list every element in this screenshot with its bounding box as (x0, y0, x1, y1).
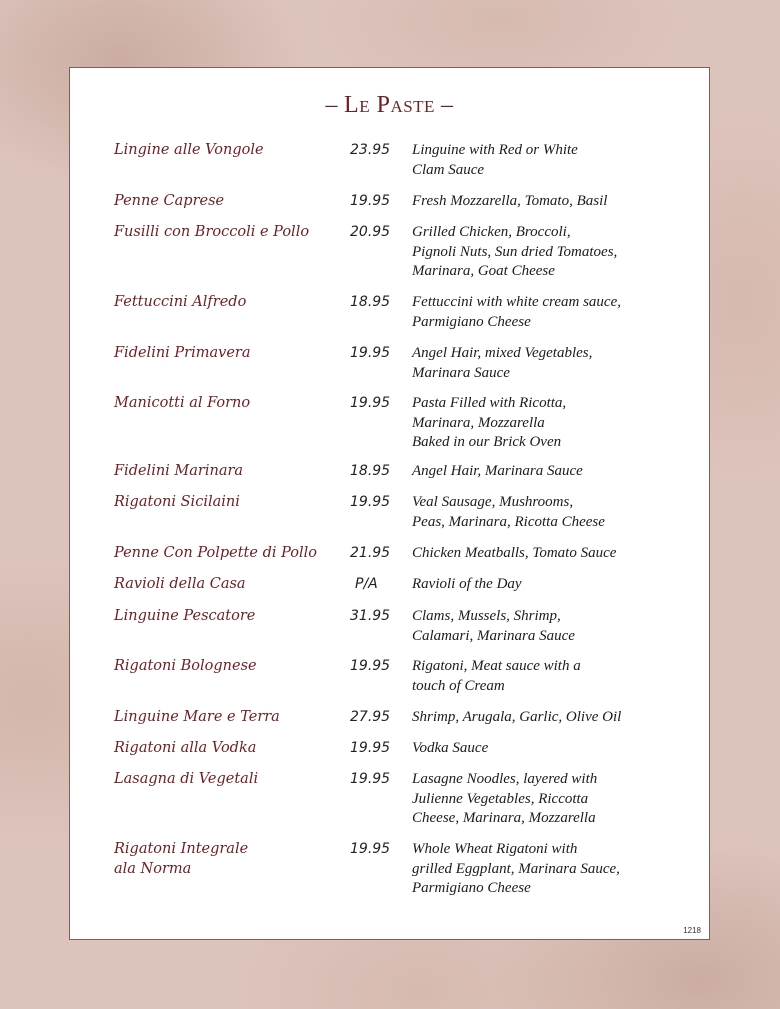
item-price: 27.95 (350, 709, 391, 725)
item-description: Vodka Sauce (412, 740, 489, 756)
title-dash-left: – (325, 92, 339, 118)
item-description: Angel Hair, mixed Vegetables, Marinara Sauce (412, 345, 593, 381)
item-price: P/A (355, 576, 378, 592)
item-price: 18.95 (350, 463, 391, 479)
item-price: 19.95 (350, 494, 391, 510)
item-name: Ravioli della Casa (114, 576, 246, 592)
item-description: Whole Wheat Rigatoni with grilled Eggplant, Marinara Sauce, Parmigiano Cheese (412, 841, 620, 896)
item-name: Rigatoni alla Vodka (114, 740, 257, 756)
item-description: Pasta Filled with Ricotta, Marinara, Mozzarella Baked in our Brick Oven (412, 395, 567, 450)
item-price: 18.95 (350, 294, 391, 310)
item-name: Linguine Pescatore (114, 608, 256, 624)
item-name: Penne Con Polpette di Pollo (114, 545, 317, 561)
item-name: Lingine alle Vongole (114, 142, 264, 158)
item-price: 19.95 (350, 395, 391, 411)
item-name: Manicotti al Forno (114, 395, 251, 411)
section-title (70, 92, 709, 119)
item-name: Rigatoni Bolognese (114, 658, 257, 674)
item-price: 31.95 (350, 608, 391, 624)
item-description: Ravioli of the Day (412, 576, 522, 592)
item-description: Angel Hair, Marinara Sauce (412, 463, 583, 479)
item-price: 19.95 (350, 345, 391, 361)
item-price: 19.95 (350, 740, 391, 756)
item-price: 21.95 (350, 545, 391, 561)
item-description: Rigatoni, Meat sauce with a touch of Cream (412, 658, 581, 694)
item-name: Fidelini Marinara (114, 463, 244, 479)
item-price: 19.95 (350, 193, 391, 209)
item-description: Fresh Mozzarella, Tomato, Basil (412, 193, 608, 209)
item-description: Lasagne Noodles, layered with Julienne Vegetables, Riccotta Cheese, Marinara, Mozzarella (412, 771, 598, 826)
item-name: Rigatoni Sicilaini (114, 494, 240, 510)
item-description: Linguine with Red or White Clam Sauce (412, 142, 578, 178)
item-name: Linguine Mare e Terra (114, 709, 280, 725)
item-name: Rigatoni Integrale ala Norma (114, 841, 249, 877)
item-price: 23.95 (350, 142, 391, 158)
item-description: Grilled Chicken, Broccoli, Pignoli Nuts, Sun dried Tomatoes, Marinara, Goat Cheese (412, 224, 618, 279)
page-number: 1218 (683, 926, 701, 935)
item-description: Fettuccini with white cream sauce, Parmigiano Cheese (412, 294, 621, 330)
item-name: Fettuccini Alfredo (114, 294, 247, 310)
item-description: Clams, Mussels, Shrimp, Calamari, Marinara Sauce (412, 608, 575, 644)
item-price: 19.95 (350, 771, 391, 787)
menu-panel (69, 67, 710, 940)
item-price: 20.95 (350, 224, 391, 240)
item-description: Chicken Meatballs, Tomato Sauce (412, 545, 617, 561)
title-text: Le Paste (344, 92, 435, 118)
item-name: Fusilli con Broccoli e Pollo (114, 224, 310, 240)
item-price: 19.95 (350, 841, 391, 857)
item-name: Lasagna di Vegetali (114, 771, 259, 787)
item-description: Veal Sausage, Mushrooms, Peas, Marinara, Ricotta Cheese (412, 494, 605, 530)
item-name: Penne Caprese (114, 193, 225, 209)
item-description: Shrimp, Arugala, Garlic, Olive Oil (412, 709, 622, 725)
item-name: Fidelini Primavera (114, 345, 251, 361)
item-price: 19.95 (350, 658, 391, 674)
title-dash-right: – (440, 92, 454, 118)
